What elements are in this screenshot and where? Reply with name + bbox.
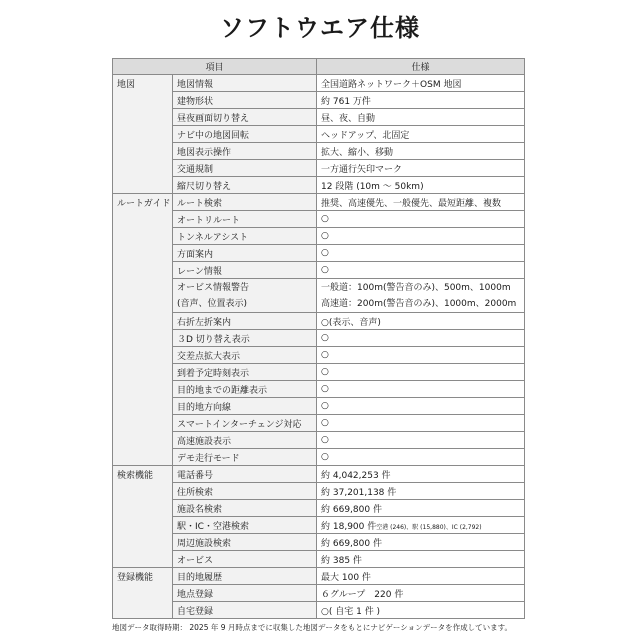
value-cell: 拡大、縮小、移動 bbox=[317, 143, 525, 160]
item-cell: スマートインターチェンジ対応 bbox=[173, 415, 317, 432]
value-line: 高速道：200m(警告音のみ)、1000m、2000m bbox=[321, 298, 517, 309]
table-row bbox=[113, 602, 525, 619]
category-cell: 地図 bbox=[113, 75, 173, 194]
table-row bbox=[113, 262, 525, 279]
table-row bbox=[113, 381, 525, 398]
item-cell: 目的地までの距離表示 bbox=[173, 381, 317, 398]
value-cell: ○ bbox=[317, 245, 525, 262]
table-row bbox=[113, 466, 525, 483]
item-line: オービス情報警告 bbox=[177, 282, 250, 293]
table-row bbox=[113, 126, 525, 143]
table-row bbox=[113, 432, 525, 449]
table-row bbox=[113, 534, 525, 551]
table-row bbox=[113, 211, 525, 228]
value-main: 約 18,900 件 bbox=[321, 521, 377, 532]
value-cell: 約 669,800 件 bbox=[317, 534, 525, 551]
item-cell: 地図情報 bbox=[173, 75, 317, 92]
table-row bbox=[113, 194, 525, 211]
item-cell: ３D 切り替え表示 bbox=[173, 330, 317, 347]
value-detail: 空港 (246)、駅 (15,880)、IC (2,792) bbox=[376, 523, 482, 531]
page-title: ソフトウエア仕様 bbox=[220, 14, 420, 42]
category-cell: 検索機能 bbox=[113, 466, 173, 568]
category-cell: 登録機能 bbox=[113, 568, 173, 619]
item-cell: 駅・IC・空港検索 bbox=[173, 517, 317, 534]
table-row bbox=[113, 585, 525, 602]
value-cell: ○( 自宅 1 件 ) bbox=[317, 602, 525, 619]
table-row bbox=[113, 500, 525, 517]
item-cell: トンネルアシスト bbox=[173, 228, 317, 245]
item-cell bbox=[173, 279, 317, 313]
item-cell: 高速施設表示 bbox=[173, 432, 317, 449]
value-cell: 約 669,800 件 bbox=[317, 500, 525, 517]
item-cell: デモ走行モード bbox=[173, 449, 317, 466]
item-cell: 住所検索 bbox=[173, 483, 317, 500]
header-item: 項目 bbox=[113, 59, 317, 75]
table-row bbox=[113, 398, 525, 415]
table-row bbox=[113, 449, 525, 466]
table-row bbox=[113, 347, 525, 364]
item-cell: 地点登録 bbox=[173, 585, 317, 602]
table-row bbox=[113, 245, 525, 262]
item-cell: 交通規制 bbox=[173, 160, 317, 177]
value-cell: 全国道路ネットワーク＋OSM 地図 bbox=[317, 75, 525, 92]
item-cell: レーン情報 bbox=[173, 262, 317, 279]
spec-table bbox=[112, 58, 525, 619]
table-row bbox=[113, 279, 525, 313]
table-row bbox=[113, 75, 525, 92]
item-cell: 到着予定時刻表示 bbox=[173, 364, 317, 381]
value-cell bbox=[317, 517, 525, 534]
value-cell: ヘッドアップ、北固定 bbox=[317, 126, 525, 143]
item-cell: オービス bbox=[173, 551, 317, 568]
table-row bbox=[113, 517, 525, 534]
item-cell: 建物形状 bbox=[173, 92, 317, 109]
item-cell: ルート検索 bbox=[173, 194, 317, 211]
value-cell: 推奨、高速優先、一般優先、最短距離、複数 bbox=[317, 194, 525, 211]
value-cell: ○ bbox=[317, 449, 525, 466]
value-cell: ○ bbox=[317, 432, 525, 449]
table-row bbox=[113, 313, 525, 330]
value-cell: 約 761 万件 bbox=[317, 92, 525, 109]
value-cell: ○ bbox=[317, 364, 525, 381]
item-cell: 右折左折案内 bbox=[173, 313, 317, 330]
item-cell: 目的地履歴 bbox=[173, 568, 317, 585]
table-row bbox=[113, 364, 525, 381]
table-row bbox=[113, 109, 525, 126]
item-cell: 地図表示操作 bbox=[173, 143, 317, 160]
table-row bbox=[113, 92, 525, 109]
item-cell: 交差点拡大表示 bbox=[173, 347, 317, 364]
category-cell: ルートガイド bbox=[113, 194, 173, 466]
table-row bbox=[113, 568, 525, 585]
table-row bbox=[113, 551, 525, 568]
value-cell: 12 段階 (10m ～ 50km) bbox=[317, 177, 525, 194]
value-cell: 約 4,042,253 件 bbox=[317, 466, 525, 483]
item-cell: 施設名検索 bbox=[173, 500, 317, 517]
table-row bbox=[113, 483, 525, 500]
item-cell: オートリルート bbox=[173, 211, 317, 228]
item-cell: 電話番号 bbox=[173, 466, 317, 483]
table-row bbox=[113, 143, 525, 160]
value-cell: ○ bbox=[317, 347, 525, 364]
item-cell: 方面案内 bbox=[173, 245, 317, 262]
value-cell: ○ bbox=[317, 262, 525, 279]
value-cell: ○ bbox=[317, 330, 525, 347]
table-row bbox=[113, 160, 525, 177]
item-cell: 目的地方向線 bbox=[173, 398, 317, 415]
value-cell: ○ bbox=[317, 228, 525, 245]
item-cell: ナビ中の地図回転 bbox=[173, 126, 317, 143]
item-cell: 昼夜画面切り替え bbox=[173, 109, 317, 126]
item-line: (音声、位置表示) bbox=[177, 298, 248, 309]
value-line: 一般道：100m(警告音のみ)、500m、1000m bbox=[321, 282, 511, 293]
value-cell: 約 385 件 bbox=[317, 551, 525, 568]
value-cell: 最大 100 件 bbox=[317, 568, 525, 585]
item-cell: 自宅登録 bbox=[173, 602, 317, 619]
table-row bbox=[113, 415, 525, 432]
value-cell: 一方通行矢印マーク bbox=[317, 160, 525, 177]
value-cell: ○ bbox=[317, 415, 525, 432]
value-cell: 約 37,201,138 件 bbox=[317, 483, 525, 500]
value-cell: ○ bbox=[317, 211, 525, 228]
value-cell: ○ bbox=[317, 398, 525, 415]
header-spec: 仕様 bbox=[317, 59, 525, 75]
footnote: 地図データ取得時期： 2025 年 9 月時点までに収集した地図データをもとにナビゲーションデータを作成しています。 bbox=[112, 623, 512, 632]
value-cell: 昼、夜、自動 bbox=[317, 109, 525, 126]
item-cell: 周辺施設検索 bbox=[173, 534, 317, 551]
table-row bbox=[113, 330, 525, 347]
value-cell: ○(表示、音声) bbox=[317, 313, 525, 330]
item-cell: 縮尺切り替え bbox=[173, 177, 317, 194]
value-cell bbox=[317, 279, 525, 313]
value-cell: ○ bbox=[317, 381, 525, 398]
value-cell: ６グループ 220 件 bbox=[317, 585, 525, 602]
table-row bbox=[113, 228, 525, 245]
table-header-row bbox=[113, 59, 525, 75]
table-row bbox=[113, 177, 525, 194]
